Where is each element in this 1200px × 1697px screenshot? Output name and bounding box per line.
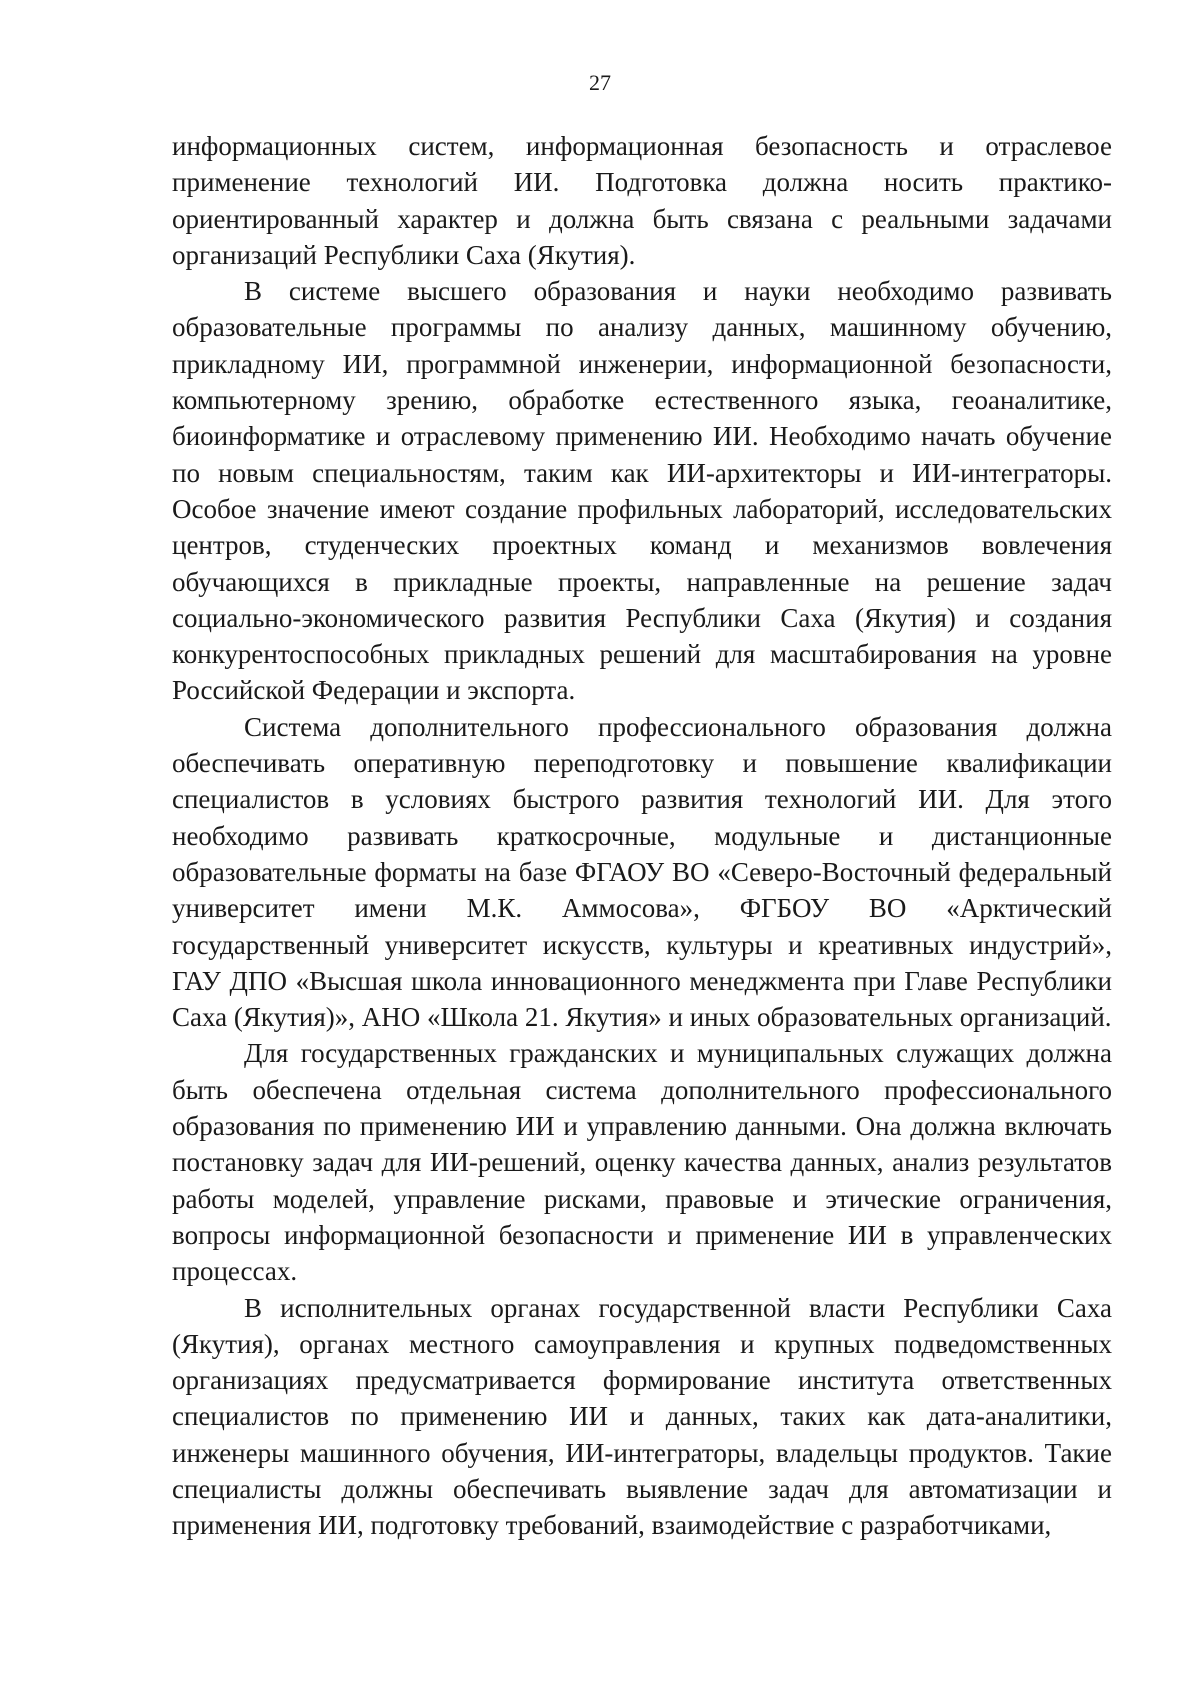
document-body	[172, 128, 1112, 1544]
paragraph-civil-servants: Для государственных гражданских и муниципальных служащих должна быть обеспечена отдельная система дополнительного профессионального образования по применению ИИ и управлению данными. Она должна включать постановку задач для ИИ-решений, оценку качества данных, анализ результатов работы моделей, управление рисками, правовые и этические ограничения, вопросы информационной безопасности и применение ИИ в управленческих процессах.	[172, 1038, 1112, 1287]
paragraph-executive-bodies: В исполнительных органах государственной власти Республики Саха (Якутия), органах местного самоуправления и крупных подведомственных организациях предусматривается формирование института ответственных специалистов по применению ИИ и данных, таких как дата-аналитики, инженеры машинного обучения, ИИ-интеграторы, владельцы продуктов. Такие специалисты должны обеспечивать выявление задач для автоматизации и применения ИИ, подготовку требований, взаимодействие с разработчиками,	[172, 1292, 1112, 1541]
paragraph-additional-education: Система дополнительного профессионального образования должна обеспечивать оперативную переподготовку и повышение квалификации специалистов в условиях быстрого развития технологий ИИ. Для этого необходимо развивать краткосрочные, модульные и дистанционные образовательные форматы на базе ФГАОУ ВО «Северо-Восточный федеральный университет имени М.К. Аммосова», ФГБОУ ВО «Арктический государственный университет искусств, культуры и креативных индустрий», ГАУ ДПО «Высшая школа инновационного менеджмента при Главе Республики Саха (Якутия)», АНО «Школа 21. Якутия» и иных образовательных организаций.	[172, 711, 1112, 1033]
paragraph-higher-education: В системе высшего образования и науки необходимо развивать образовательные программы по анализу данных, машинному обучению, прикладному ИИ, программной инженерии, информационной безопасности, компьютерному зрению, обработке естественного языка, геоаналитике, биоинформатике и отраслевому применению ИИ. Необходимо начать обучение по новым специальностям, таким как ИИ-архитекторы и ИИ-интеграторы. Особое значение имеют создание профильных лабораторий, исследовательских центров, студенческих проектных команд и механизмов вовлечения обучающихся в прикладные проекты, направленные на решение задач социально-экономического развития Республики Саха (Якутия) и создания конкурентоспособных прикладных решений для масштабирования на уровне Российской Федерации и экспорта.	[172, 276, 1112, 706]
page-number: 27	[589, 70, 611, 95]
paragraph-continuation: информационных систем, информационная безопасность и отраслевое применение технологий ИИ. Подготовка должна носить практико-ориентированный характер и должна быть связана с реальными задачами организаций Республики Саха (Якутия).	[172, 131, 1112, 270]
